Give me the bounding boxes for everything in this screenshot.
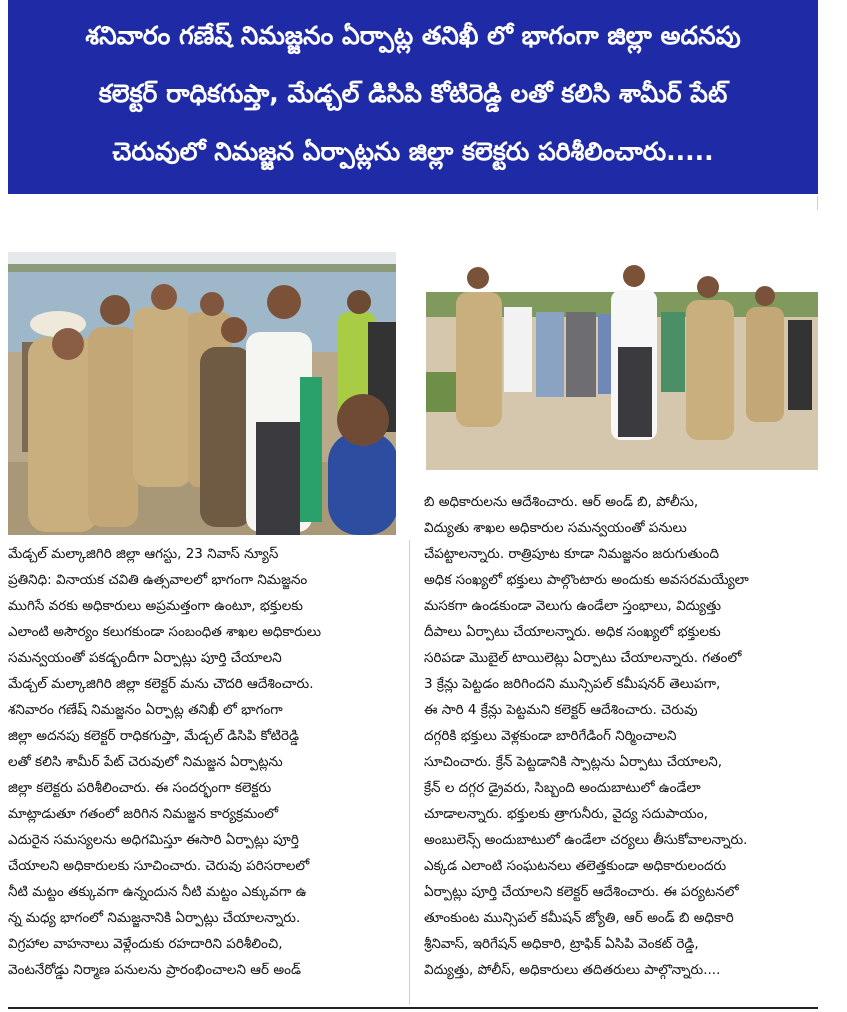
article-line: బి అధికారులను ఆదేశించారు. ఆర్ అండ్ బి, పోలీసు,	[424, 494, 699, 510]
bottom-rule	[8, 1007, 818, 1009]
headline-line-1: శనివారం గణేష్ నిమజ్జనం ఏర్పాట్ల తనిఖీ లో భాగంగా జిల్లా అదనపు	[85, 21, 741, 50]
article-line: విగ్రహాల వాహనాలు వెళ్లేందుకు రహదారిని పరిశీలించి,	[8, 936, 283, 952]
article-line: అంబులెన్స్ అందుబాటులో ఉండేలా చర్యలు తీసుకోవాలన్నారు.	[424, 832, 748, 848]
article-line: వెంటనేరోడ్డు నిర్మాణ పనులను ప్రారంభించాలని ఆర్ అండ్	[8, 962, 301, 978]
article-line: దగ్గరికి భక్తులు వెళ్లకుండా బారిగేడింగ్ నిర్మించాలని	[424, 728, 677, 744]
article-line: ఎలాంటి అసౌర్యం కలుగకుండా సంబంధిత శాఖల అధికారులు	[8, 624, 322, 640]
article-line: జిల్లా కలెక్టరు పరిశీలించారు. ఈ సందర్భంగా కలెక్టరు	[8, 780, 272, 796]
headline-banner	[8, 0, 818, 194]
article-line: చూడాలన్నారు. భక్తులకు త్రాగునీరు, వైద్య సదుపాయం,	[424, 806, 708, 822]
article-line: మేడ్చల్ మల్కాజిగిరి జిల్లా ఆగస్టు, 23 నివాస్ న్యూస్	[8, 546, 279, 562]
article-right-column	[424, 489, 818, 983]
article-line: తూంకుంట మున్సిపల్ కమీషన్ జ్యోతి, ఆర్ అండ్ బి అధికారి	[424, 910, 734, 926]
article-line: సూచించారు. క్రేన్ పెట్టడానికి స్పాట్లను ఏర్పాటు చేయాలని,	[424, 754, 723, 770]
article-line: మేడ్చల్ మల్కాజిగిరి జిల్లా కలెక్టర్ మను చౌదరి ఆదేశించారు.	[8, 676, 314, 692]
lake-inspection-photo	[8, 252, 396, 535]
article-line: క్రేన్ ల దగ్గర డ్రైవరు, సిబ్బంది అందుబాటులో ఉండేలా	[424, 780, 701, 796]
article-line: ముగిసే వరకు అధికారులు అప్రమత్తంగా ఉంటూ, భక్తులకు	[8, 598, 303, 614]
article-line: చేపట్టాలన్నారు. రాత్రిపూట కూడా నిమజ్జనం జరుగుతుంది	[424, 546, 720, 562]
article-line: ఎక్కడ ఎలాంటి సంఘటనలు తలెత్తకుండా అధికారులందరు	[424, 858, 727, 874]
article-line: జిల్లా అదనపు కలెక్టర్ రాధికగుప్తా, మేడ్చల్ డిసిపి కోటిరెడ్డి	[8, 728, 300, 744]
officials-walking-photo	[426, 252, 818, 470]
article-line: 3 క్రేన్లు పెట్టడం జరిగిందని మున్సిపల్ కమీషనర్ తెలుపగా,	[424, 676, 721, 692]
article-left-column	[8, 541, 396, 983]
article-line: విద్యుతు శాఖల అధికారుల సమన్వయంతో పనులు	[424, 520, 687, 536]
article-line: మాట్లాడుతూ గతంలో జరిగిన నిమజ్జన కార్యక్రమంలో	[8, 806, 279, 822]
column-divider-top	[817, 196, 818, 210]
article-line: లతో కలిసి శామీర్ పేట్ చెరువులో నిమజ్జన ఏర్పాట్లను	[8, 754, 283, 770]
article-line: న్న మధ్య భాగంలో నిమజ్జనానికి ఏర్పాట్లు చేయాలన్నారు.	[8, 910, 301, 926]
headline-line-2: కలెక్టర్ రాధికగుప్తా, మేడ్చల్ డిసిపి కోటిరెడ్డి లతో కలిసి శామీర్ పేట్	[98, 79, 728, 108]
article-line: విద్యుత్తు, పోలీస్, అధికారులు తదితరులు పాల్గొన్నారు....	[424, 962, 721, 978]
article-line: సమన్వయంతో పకడ్బందీగా ఏర్పాట్లు పూర్తి చేయాలని	[8, 650, 282, 666]
headline-line-3: చెరువులో నిమజ్జన ఏర్పాట్లను జిల్లా కలెక్టరు పరిశీలించారు.....	[112, 137, 714, 166]
article-line: సరిపడా మొబైల్ టాయిలెట్లు ఏర్పాటు చేయాలన్నారు. గతంలో	[424, 650, 742, 666]
article-line: ఈ సారి 4 క్రేన్లు పెట్టమని కలెక్టర్ ఆదేశించారు. చెరువు	[424, 702, 698, 718]
article-line: ప్రతినిధి: వినాయక చవితి ఉత్సవాలలో భాగంగా నిమజ్జనం	[8, 572, 308, 588]
article-line: ఏర్పాట్లు పూర్తి చేయాలని కలెక్టర్ ఆదేశించారు. ఈ పర్యటనలో	[424, 884, 739, 900]
officials-walking-photo-icon	[426, 252, 818, 470]
article-line: అధిక సంఖ్యలో భక్తులు పాల్గొంటారు అందుకు అవసరమయ్యేలా	[424, 572, 749, 588]
article-line: శనివారం గణేష్ నిమజ్జనం ఏర్పాట్ల తనిఖీ లో భాగంగా	[8, 702, 283, 718]
article-line: దీపాలు ఏర్పాటు చేయాలన్నారు. అధిక సంఖ్యలో భక్తులకు	[424, 624, 721, 640]
lake-inspection-photo-icon	[8, 252, 396, 535]
article-line: ఎదురైన సమస్యలను అధిగమిస్తూ ఈసారి ఏర్పాట్లు పూర్తి	[8, 832, 299, 848]
article-line: నీటి మట్టం తక్కువగా ఉన్నందున నీటి మట్టం ఎక్కువగా ఉ	[8, 884, 307, 900]
article-line: మసకగా ఉండకుండా వెలుగు ఉండేలా స్తంభాలు, విద్యుత్తు	[424, 598, 722, 614]
column-divider	[409, 540, 410, 1005]
article-line: శ్రీనివాస్, ఇరిగేషన్ అధికారి, ట్రాఫిక్ ఏసిపి వెంకట్ రెడ్డి,	[424, 936, 699, 952]
article-line: చేయాలని అధికారులకు సూచించారు. చెరువు పరిసరాలలో	[8, 858, 310, 874]
